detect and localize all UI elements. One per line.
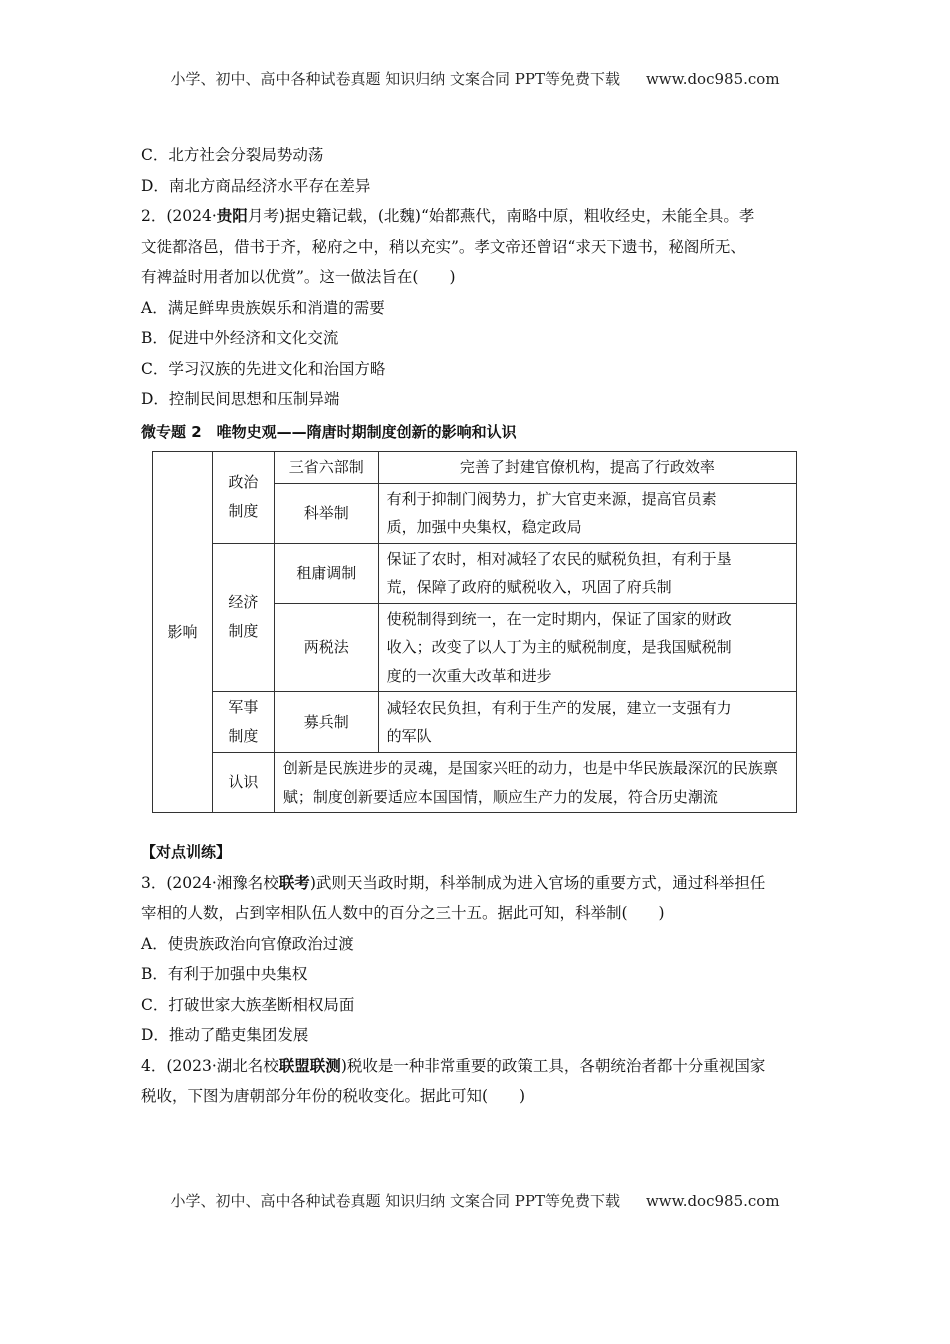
political-label: 政治制度	[212, 452, 274, 544]
q3-stem-line1: 武则天当政时期，科举制成为进入官场的重要方式，通过科举担任	[315, 873, 766, 892]
zuyong-desc: 保证了农时，相对减轻了农民的赋税负担，有利于垦 荒，保障了政府的赋税收入，巩固了府兵制	[378, 543, 796, 603]
header-url[interactable]: www.doc985.com	[645, 70, 780, 88]
zuyong-name: 租庸调制	[274, 543, 378, 603]
q4-stem-line1: 税收是一种非常重要的政策工具，各朝统治者都十分重视国家	[346, 1056, 766, 1075]
prev-option-d: D．南北方商品经济水平存在差异	[141, 176, 371, 195]
table-row	[153, 692, 797, 753]
footer-text: 小学、初中、高中各种试卷真题 知识归纳 文案合同 PPT等免费下载	[170, 1192, 620, 1210]
footer-url[interactable]: www.doc985.com	[645, 1192, 780, 1210]
liangshui-desc: 使税制得到统一，在一定时期内，保证了国家的财政 收入；改变了以人丁为主的赋税制度，是我国赋税制 度的一次重大改革和进步	[378, 603, 796, 692]
q3-option-d: D．推动了酷吏集团发展	[141, 1026, 309, 1044]
institution-table	[152, 451, 797, 813]
q2-option-c: C．学习汉族的先进文化和治国方略	[141, 359, 386, 378]
q4-source: )	[340, 1056, 347, 1075]
q2-source: 月考)	[247, 207, 285, 225]
sansheng-name: 三省六部制	[274, 452, 378, 484]
q2-stem-line2: 文徙都洛邑，借书于齐，秘府之中，稍以充实”。孝文帝还曾诏“求天下遗书，秘阁所无、	[141, 237, 746, 256]
q2-stem-line3: 有裨益时用者加以优赏”。这一做法旨在( )	[141, 268, 456, 286]
cognition-text: 创新是民族进步的灵魂，是国家兴旺的动力，也是中华民族最深沉的民族禀 赋；制度创新要适应本国国情，顺应生产力的发展，符合历史潮流	[274, 753, 796, 813]
q4-source-bold: 联盟联测	[278, 1056, 341, 1075]
page-footer	[0, 1190, 950, 1211]
sansheng-desc: 完善了封建官僚机构，提高了行政效率	[378, 452, 796, 484]
question-2	[141, 201, 811, 415]
q3-stem-line2: 宰相的人数，占到宰相队伍人数中的百分之三十五。据此可知，科举制( )	[141, 904, 665, 922]
q2-stem-line1: 据史籍记载，(北魏)“始都燕代，南略中原，粗收经史，未能全具。孝	[284, 207, 755, 225]
q4-stem-line2: 税收，下图为唐朝部分年份的税收变化。据此可知( )	[141, 1087, 526, 1105]
q4-number: 4．(2023·湖北名校	[141, 1056, 279, 1075]
q3-option-b: B．有利于加强中央集权	[141, 965, 308, 983]
economic-label: 经济制度	[212, 543, 274, 692]
table-row	[153, 543, 797, 603]
cognition-label: 认识	[212, 753, 274, 813]
military-label: 军事制度	[212, 692, 274, 753]
keju-desc: 有利于抑制门阀势力，扩大官吏来源，提高官员素 质，加强中央集权，稳定政局	[378, 483, 796, 543]
keju-name: 科举制	[274, 483, 378, 543]
mubing-desc: 减轻农民负担，有利于生产的发展，建立一支强有力 的军队	[378, 692, 796, 753]
header-text: 小学、初中、高中各种试卷真题 知识归纳 文案合同 PPT等免费下载	[170, 70, 620, 88]
page-header	[0, 68, 950, 89]
q2-number: 2．(2024·	[141, 207, 217, 225]
q2-source-bold: 贵阳	[216, 207, 248, 225]
q2-option-a: A．满足鲜卑贵族娱乐和消遣的需要	[141, 298, 385, 317]
training-title: 【对点训练】	[141, 843, 232, 861]
q2-option-d: D．控制民间思想和压制异端	[141, 390, 340, 408]
question-3	[141, 868, 811, 1051]
document-body	[141, 140, 811, 1112]
table-row	[153, 452, 797, 484]
table-row	[153, 753, 797, 813]
q3-number: 3．(2024·湘豫名校	[141, 873, 279, 892]
q3-source-bold: 联考	[278, 873, 310, 892]
question-4	[141, 1051, 811, 1112]
prev-option-c: C．北方社会分裂局势动荡	[141, 146, 324, 164]
section-title: 微专题 2 唯物史观——隋唐时期制度创新的影响和认识	[141, 422, 517, 441]
impact-label: 影响	[153, 452, 213, 813]
q2-option-b: B．促进中外经济和文化交流	[141, 329, 339, 347]
q3-source: )	[309, 873, 316, 892]
liangshui-name: 两税法	[274, 603, 378, 692]
mubing-name: 募兵制	[274, 692, 378, 753]
q3-option-c: C．打破世家大族垄断相权局面	[141, 995, 355, 1014]
q3-option-a: A．使贵族政治向官僚政治过渡	[141, 934, 354, 953]
